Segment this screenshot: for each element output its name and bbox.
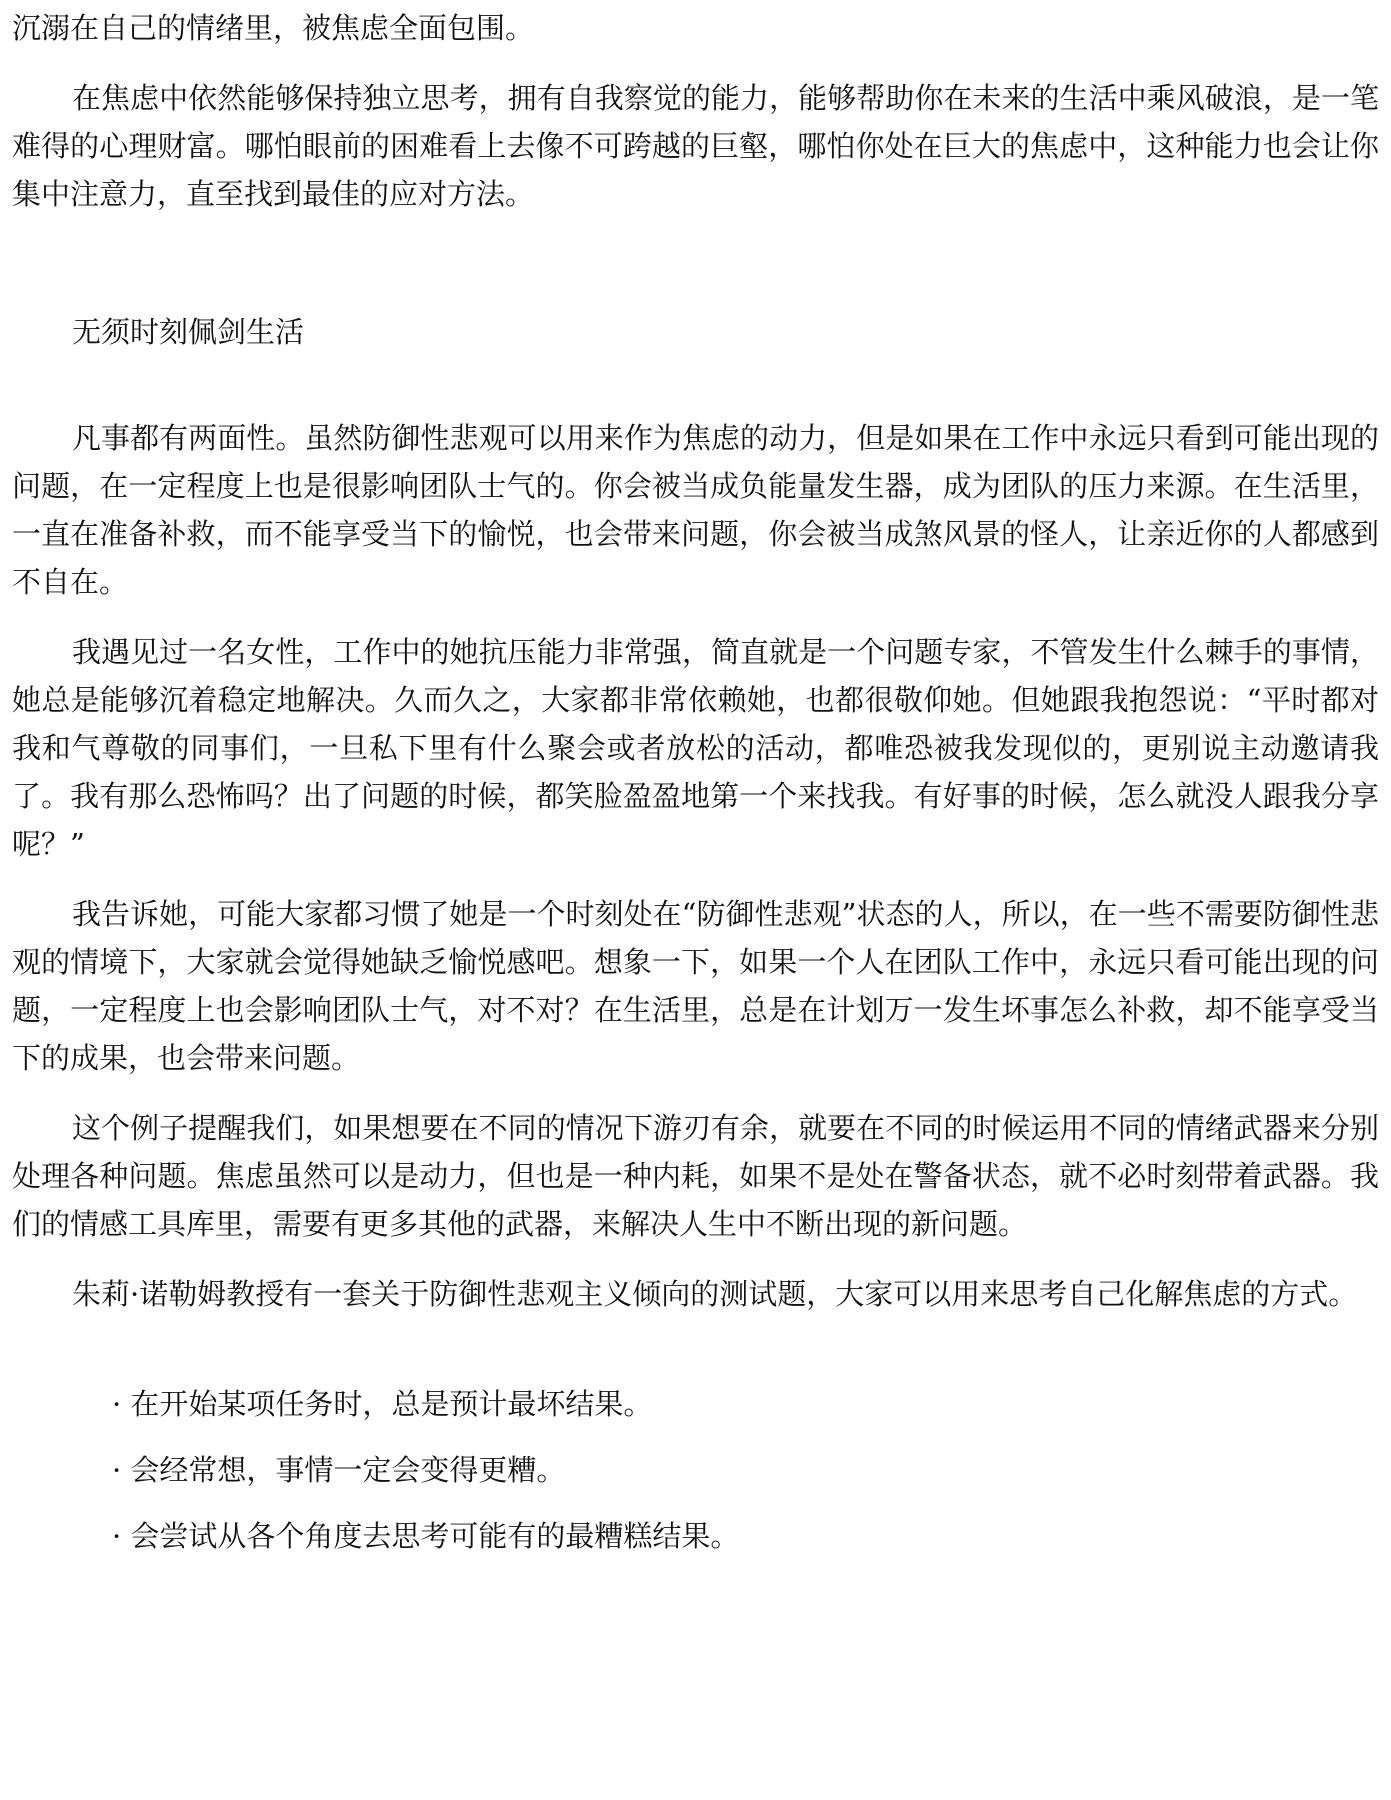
- paragraph: 朱莉·诺勒姆教授有一套关于防御性悲观主义倾向的测试题，大家可以用来思考自己化解焦虑的方式。: [72, 1277, 1358, 1311]
- list-item: · 会经常想，事情一定会变得更糟。: [112, 1453, 566, 1487]
- paragraph: 我告诉她，可能大家都习惯了她是一个时刻处在“防御性悲观”状态的人，所以，在一些不需要防御性悲观的情境下，大家就会觉得她缺乏愉悦感吧。想象一下，如果一个人在团队工作中，永远只看可能出现的问题，一定程度上也会影响团队士气，对不对？在生活里，总是在计划万一发生坏事怎么补救，却不能享受当下的成果，也会带来问题。: [12, 897, 1379, 1075]
- paragraph: 我遇见过一名女性，工作中的她抗压能力非常强，简直就是一个问题专家，不管发生什么棘手的事情，她总是能够沉着稳定地解决。久而久之，大家都非常依赖她，也都很敬仰她。但她跟我抱怨说：“平时都对我和气尊敬的同事们，一旦私下里有什么聚会或者放松的活动，都唯恐被我发现似的，更别说主动邀请我了。我有那么恐怖吗？出了问题的时候，都笑脸盈盈地第一个来找我。有好事的时候，怎么就没人跟我分享呢？”: [12, 635, 1379, 861]
- bullet-list: [12, 1382, 1379, 1558]
- paragraph-continuation: 沉溺在自己的情绪里，被焦虑全面包围。: [12, 11, 535, 45]
- paragraph: 这个例子提醒我们，如果想要在不同的情况下游刃有余，就要在不同的时候运用不同的情绪武器来分别处理各种问题。焦虑虽然可以是动力，但也是一种内耗，如果不是处在警备状态，就不必时刻带着武器。我们的情感工具库里，需要有更多其他的武器，来解决人生中不断出现的新问题。: [12, 1111, 1379, 1241]
- document-page: [12, 0, 1379, 1580]
- list-item: · 会尝试从各个角度去思考可能有的最糟糕结果。: [112, 1519, 740, 1553]
- list-item: · 在开始某项任务时，总是预计最坏结果。: [112, 1387, 653, 1421]
- section-heading: 无须时刻佩剑生活: [72, 315, 305, 349]
- paragraph: 在焦虑中依然能够保持独立思考，拥有自我察觉的能力，能够帮助你在未来的生活中乘风破浪，是一笔难得的心理财富。哪怕眼前的困难看上去像不可跨越的巨壑，哪怕你处在巨大的焦虑中，这种能力也会让你集中注意力，直至找到最佳的应对方法。: [12, 81, 1379, 211]
- paragraph: 凡事都有两面性。虽然防御性悲观可以用来作为焦虑的动力，但是如果在工作中永远只看到可能出现的问题，在一定程度上也是很影响团队士气的。你会被当成负能量发生器，成为团队的压力来源。在生活里，一直在准备补救，而不能享受当下的愉悦，也会带来问题，你会被当成煞风景的怪人，让亲近你的人都感到不自在。: [12, 421, 1379, 599]
